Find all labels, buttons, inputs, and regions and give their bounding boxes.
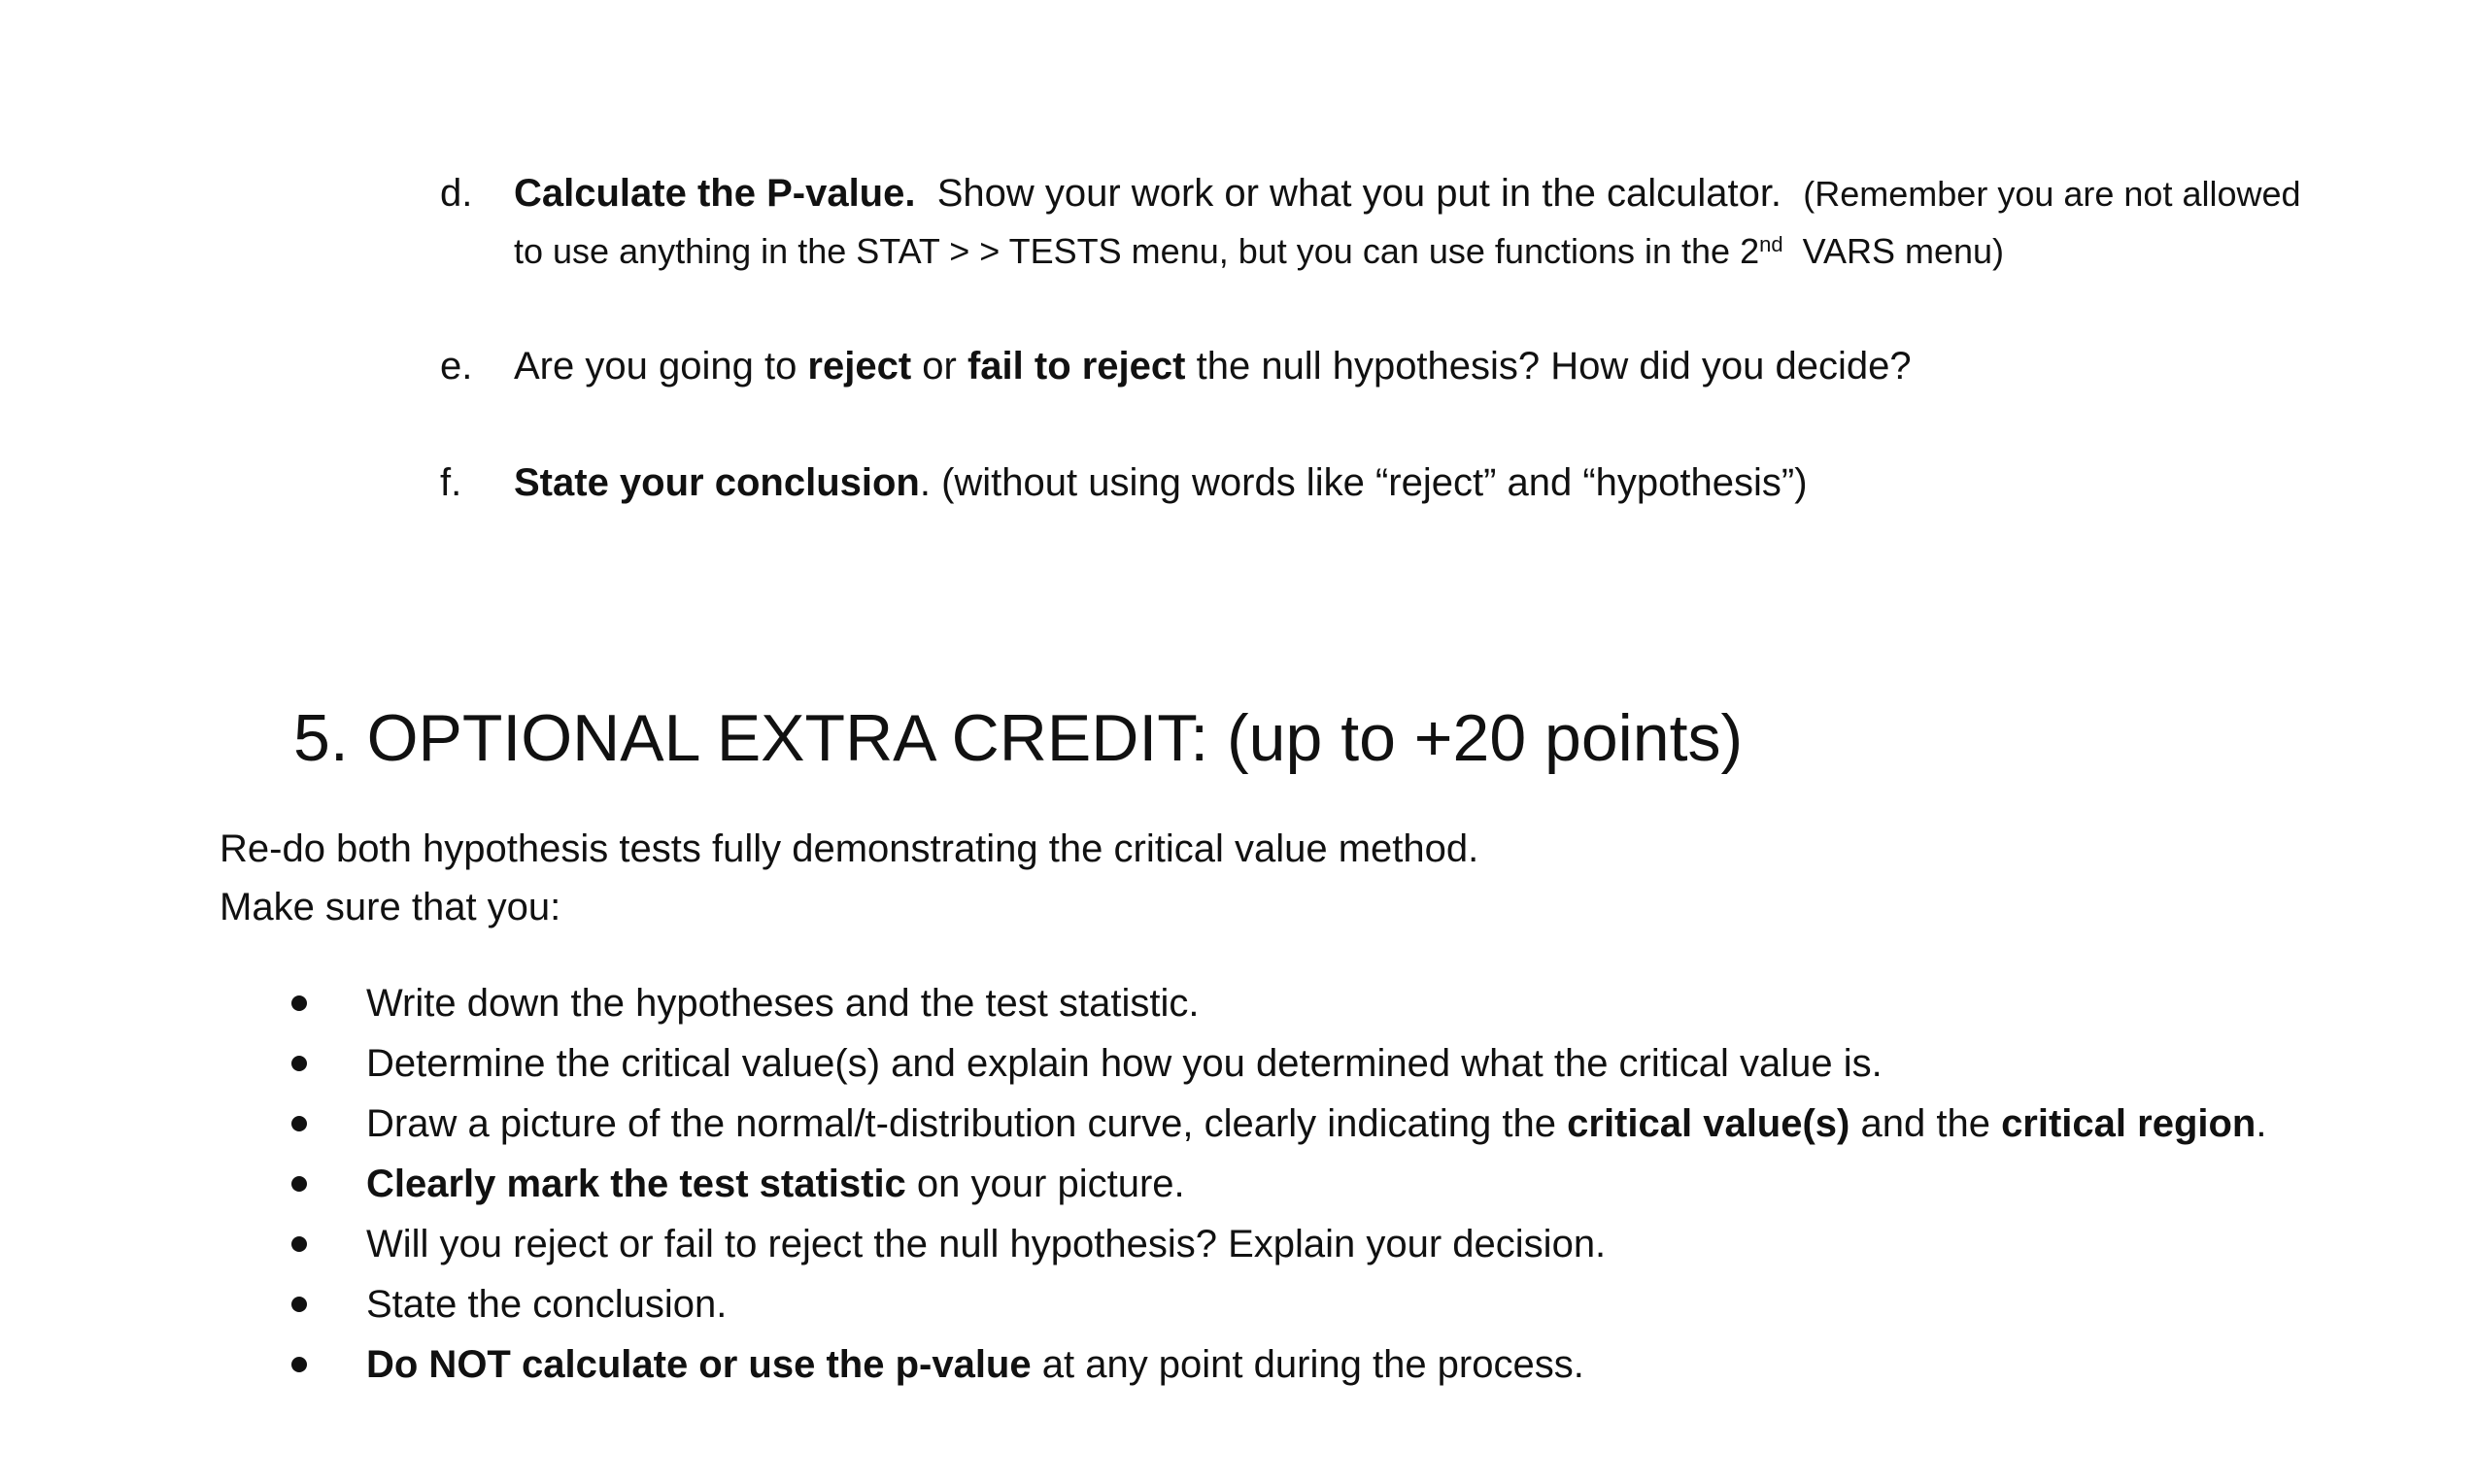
bullet-icon <box>291 995 307 1011</box>
list-item: Clearly mark the test statistic on your picture. <box>291 1154 2312 1214</box>
question-d-bold: Calculate the P-value. <box>514 172 916 215</box>
requirements-list <box>291 973 2312 1395</box>
intro-line-2: Make sure that you: <box>220 886 561 928</box>
question-f <box>440 455 2334 511</box>
question-f-text: State your conclusion. (without using words like “reject” and “hypothesis”) <box>514 461 1808 504</box>
question-e-letter: e. <box>440 345 473 388</box>
bullet-icon <box>291 1357 307 1372</box>
bullet-icon <box>291 1176 307 1192</box>
question-d <box>440 165 2334 280</box>
superscript-nd: nd <box>1759 232 1783 256</box>
section-heading: 5. OPTIONAL EXTRA CREDIT: (up to +20 points) <box>293 701 1744 775</box>
question-d-letter: d. <box>440 172 473 215</box>
question-d-note: (Remember you are not allowed to use anything in the STAT > > TESTS menu, but you can use functions in the 2 <box>514 174 2301 271</box>
list-item: Draw a picture of the normal/t-distribution curve, clearly indicating the critical value(s) and the critical region. <box>291 1094 2312 1154</box>
list-item: Determine the critical value(s) and explain how you determined what the critical value is. <box>291 1033 2312 1094</box>
question-f-letter: f. <box>440 461 462 504</box>
bullet-icon <box>291 1236 307 1252</box>
bullet-icon <box>291 1056 307 1071</box>
intro-line-1: Re-do both hypothesis tests fully demonstrating the critical value method. <box>220 827 1479 870</box>
question-d-text: Calculate the P-value. Show your work or what you put in the calculator. (Remember you are not allowed to use anything in the STAT > > TESTS menu, but you can use functions in the 2nd VARS menu) <box>514 172 2301 271</box>
question-e-text: Are you going to reject or fail to reject the null hypothesis? How did you decide? <box>514 345 1912 388</box>
question-e <box>440 338 2334 394</box>
bullet-icon <box>291 1297 307 1312</box>
bullet-icon <box>291 1116 307 1131</box>
list-item: Write down the hypotheses and the test statistic. <box>291 973 2312 1033</box>
list-item: State the conclusion. <box>291 1274 2312 1334</box>
list-item: Will you reject or fail to reject the null hypothesis? Explain your decision. <box>291 1214 2312 1274</box>
list-item: Do NOT calculate or use the p-value at any point during the process. <box>291 1334 2312 1395</box>
